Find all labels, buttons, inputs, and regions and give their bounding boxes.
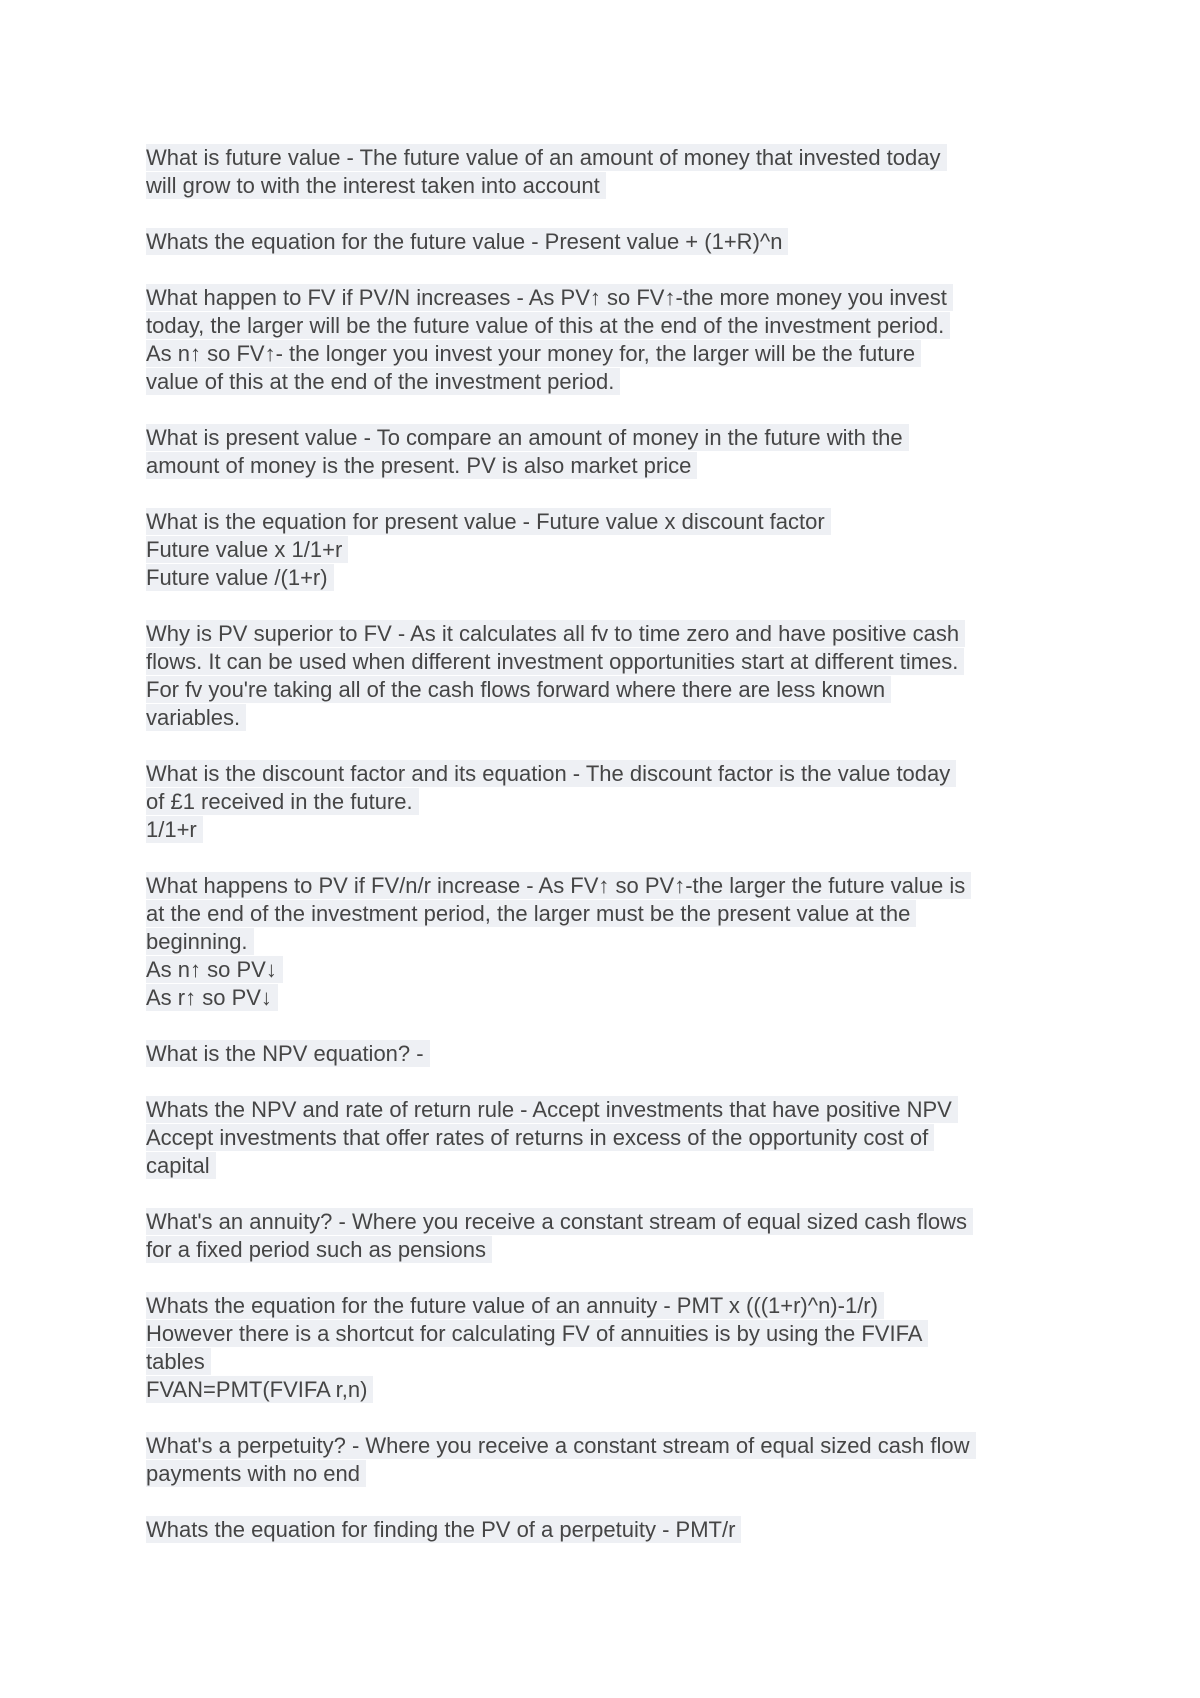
highlighted-text: Accept investments that offer rates of returns in excess of the opportunity cost of	[146, 1124, 934, 1151]
text-line	[146, 1040, 1076, 1068]
highlighted-text: What is the discount factor and its equation - The discount factor is the value today	[146, 760, 956, 787]
highlighted-text: capital	[146, 1152, 216, 1179]
text-line	[146, 1348, 1076, 1376]
text-line	[146, 1516, 1076, 1544]
flashcard-entry	[146, 284, 1076, 396]
highlighted-text: payments with no end	[146, 1460, 366, 1487]
text-line	[146, 1376, 1076, 1404]
highlighted-text: Whats the NPV and rate of return rule - Accept investments that have positive NPV	[146, 1096, 958, 1123]
highlighted-text: variables.	[146, 704, 246, 731]
highlighted-text: tables	[146, 1348, 211, 1375]
text-line	[146, 956, 1076, 984]
highlighted-text: of £1 received in the future.	[146, 788, 419, 815]
text-line	[146, 788, 1076, 816]
highlighted-text: What is future value - The future value of an amount of money that invested today	[146, 144, 947, 171]
text-line	[146, 284, 1076, 312]
highlighted-text: What is the equation for present value - Future value x discount factor	[146, 508, 831, 535]
highlighted-text: What is present value - To compare an amount of money in the future with the	[146, 424, 909, 451]
text-line	[146, 1208, 1076, 1236]
flashcard-entry	[146, 1432, 1076, 1488]
highlighted-text: For fv you're taking all of the cash flows forward where there are less known	[146, 676, 891, 703]
highlighted-text: However there is a shortcut for calculating FV of annuities is by using the FVIFA	[146, 1320, 928, 1347]
highlighted-text: value of this at the end of the investment period.	[146, 368, 620, 395]
text-line	[146, 228, 1076, 256]
highlighted-text: What is the NPV equation? -	[146, 1040, 430, 1067]
highlighted-text: Future value x 1/1+r	[146, 536, 348, 563]
flashcard-entry	[146, 1292, 1076, 1404]
text-line	[146, 1292, 1076, 1320]
highlighted-text: FVAN=PMT(FVIFA r,n)	[146, 1376, 373, 1403]
text-line	[146, 564, 1076, 592]
highlighted-text: What's an annuity? - Where you receive a constant stream of equal sized cash flows	[146, 1208, 973, 1235]
text-line	[146, 620, 1076, 648]
highlighted-text: will grow to with the interest taken into account	[146, 172, 606, 199]
highlighted-text: As r↑ so PV↓	[146, 984, 278, 1011]
text-line	[146, 704, 1076, 732]
highlighted-text: Whats the equation for finding the PV of a perpetuity - PMT/r	[146, 1516, 741, 1543]
document-page	[146, 144, 1076, 1572]
highlighted-text: amount of money is the present. PV is also market price	[146, 452, 697, 479]
highlighted-text: What happens to PV if FV/n/r increase - As FV↑ so PV↑-the larger the future value is	[146, 872, 971, 899]
highlighted-text: flows. It can be used when different investment opportunities start at different times.	[146, 648, 964, 675]
text-line	[146, 900, 1076, 928]
text-line	[146, 872, 1076, 900]
flashcard-entry	[146, 424, 1076, 480]
flashcard-entry	[146, 760, 1076, 844]
text-line	[146, 172, 1076, 200]
flashcard-entry	[146, 872, 1076, 1012]
text-line	[146, 1096, 1076, 1124]
highlighted-text: Whats the equation for the future value of an annuity - PMT x (((1+r)^n)-1/r)	[146, 1292, 884, 1319]
text-line	[146, 508, 1076, 536]
text-line	[146, 536, 1076, 564]
text-line	[146, 760, 1076, 788]
highlighted-text: Future value /(1+r)	[146, 564, 334, 591]
text-line	[146, 1124, 1076, 1152]
text-line	[146, 368, 1076, 396]
text-line	[146, 1320, 1076, 1348]
text-line	[146, 816, 1076, 844]
text-line	[146, 1432, 1076, 1460]
highlighted-text: Whats the equation for the future value - Present value + (1+R)^n	[146, 228, 788, 255]
text-line	[146, 452, 1076, 480]
text-line	[146, 312, 1076, 340]
highlighted-text: As n↑ so FV↑- the longer you invest your money for, the larger will be the future	[146, 340, 921, 367]
text-line	[146, 648, 1076, 676]
flashcard-entry	[146, 1096, 1076, 1180]
highlighted-text: at the end of the investment period, the larger must be the present value at the	[146, 900, 916, 927]
text-line	[146, 1152, 1076, 1180]
highlighted-text: As n↑ so PV↓	[146, 956, 283, 983]
text-line	[146, 340, 1076, 368]
highlighted-text: for a fixed period such as pensions	[146, 1236, 492, 1263]
highlighted-text: 1/1+r	[146, 816, 203, 843]
highlighted-text: What happen to FV if PV/N increases - As PV↑ so FV↑-the more money you invest	[146, 284, 953, 311]
text-line	[146, 144, 1076, 172]
flashcard-entry	[146, 620, 1076, 732]
flashcard-entry	[146, 1208, 1076, 1264]
text-line	[146, 928, 1076, 956]
text-line	[146, 424, 1076, 452]
text-line	[146, 676, 1076, 704]
flashcard-entry	[146, 1040, 1076, 1068]
flashcard-entry	[146, 508, 1076, 592]
highlighted-text: beginning.	[146, 928, 254, 955]
highlighted-text: What's a perpetuity? - Where you receive a constant stream of equal sized cash flow	[146, 1432, 976, 1459]
highlighted-text: today, the larger will be the future value of this at the end of the investment period.	[146, 312, 950, 339]
text-line	[146, 1236, 1076, 1264]
flashcard-entry	[146, 1516, 1076, 1544]
highlighted-text: Why is PV superior to FV - As it calculates all fv to time zero and have positive cash	[146, 620, 965, 647]
flashcard-entry	[146, 228, 1076, 256]
text-line	[146, 984, 1076, 1012]
flashcard-entry	[146, 144, 1076, 200]
text-line	[146, 1460, 1076, 1488]
